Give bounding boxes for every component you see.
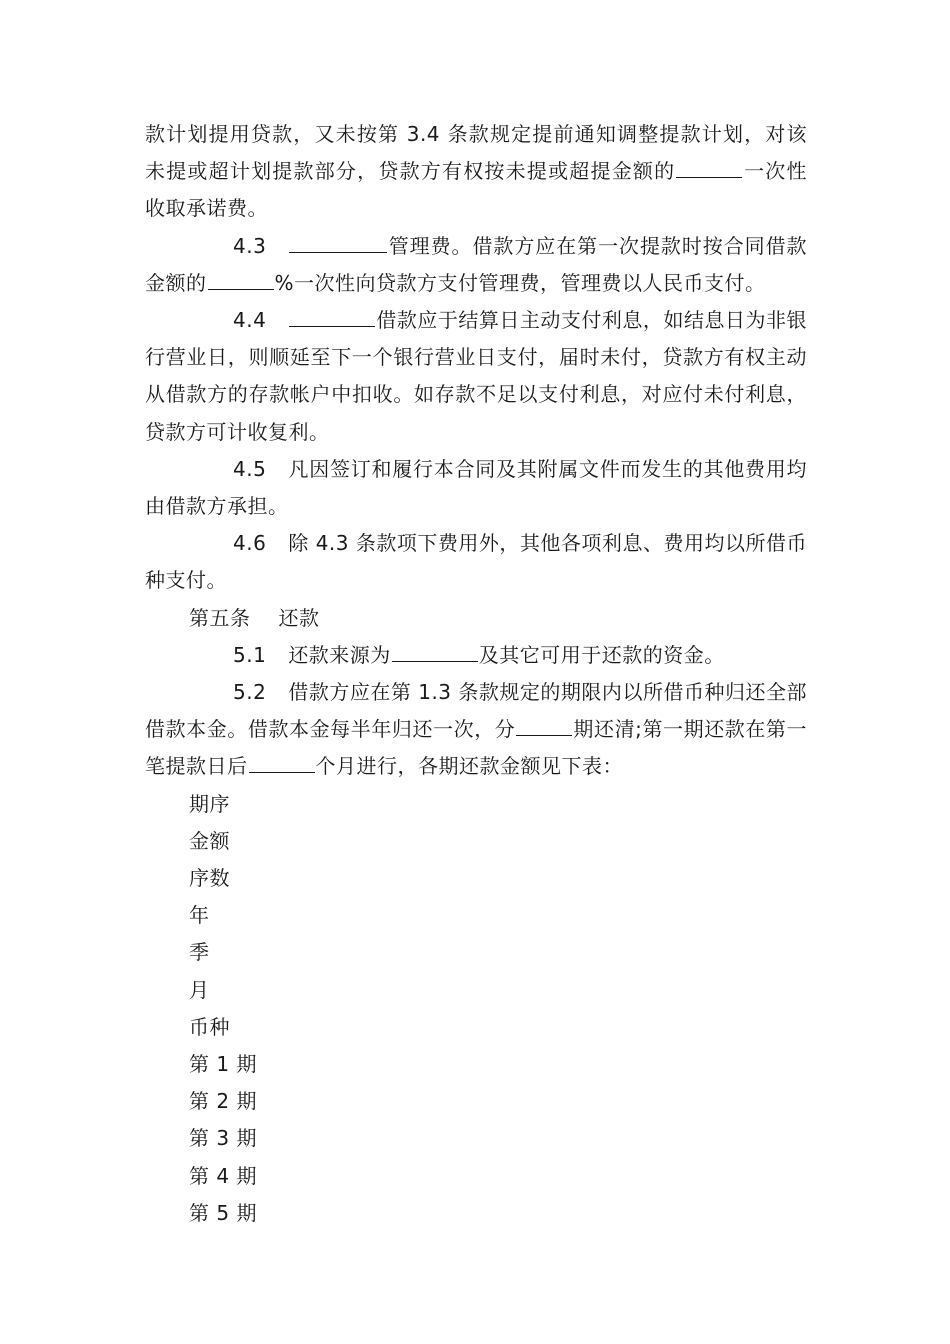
blank-field [249, 752, 315, 773]
repayment-table-labels [145, 786, 807, 1232]
clause-text: 及其它可用于还款的资金。 [478, 642, 725, 667]
table-label: 第 1 期 [189, 1052, 257, 1077]
table-label: 第 4 期 [189, 1163, 257, 1188]
blank-field [289, 306, 375, 327]
clause-number: 4.3 [233, 233, 267, 258]
table-label: 第 3 期 [189, 1126, 257, 1151]
paragraph-text: 一次性收取承诺费。 [145, 159, 808, 221]
clause-4-4 [145, 302, 807, 451]
blank-field [289, 232, 387, 253]
table-label: 第 2 期 [189, 1089, 257, 1114]
table-label: 年 [189, 903, 210, 928]
table-label: 序数 [189, 866, 230, 891]
table-label: 季 [189, 940, 210, 965]
table-label: 第 5 期 [189, 1200, 257, 1225]
article-5-heading [145, 600, 807, 637]
document-body [145, 116, 807, 1232]
blank-field [516, 715, 572, 736]
paragraph-text: 款计划提用贷款，又未按第 3.4 条款规定提前通知调整提款计划，对该未提或超计划提款部分，贷款方有权按未提或超提金额的 [145, 122, 807, 184]
clause-number: 4.4 [233, 308, 267, 333]
table-label: 月 [189, 977, 210, 1002]
clause-4-6 [145, 525, 807, 599]
table-label: 期序 [189, 791, 230, 816]
clause-text: 除 4.3 条款项下费用外，其他各项利息、费用均以所借币种支付。 [145, 531, 807, 593]
clause-text: 凡因签订和履行本合同及其附属文件而发生的其他费用均由借款方承担。 [145, 456, 807, 519]
clause-number: 5.2 [233, 680, 267, 705]
clause-5-2 [145, 674, 807, 786]
article-title: 还款 [278, 605, 320, 630]
clause-text: 借款方应在第 1.3 条款规定的期限内以所借币种归还全部借款本金。借款本金每半年归还一次，分 [145, 680, 807, 742]
clause-number: 4.5 [233, 456, 267, 481]
clause-5-1 [145, 637, 807, 674]
blank-field [676, 157, 742, 178]
clause-4-5 [145, 451, 807, 525]
table-label: 币种 [189, 1014, 230, 1039]
clause-number: 5.1 [233, 642, 267, 667]
article-number: 第五条 [189, 605, 251, 630]
blank-field [208, 269, 274, 290]
blank-field [392, 641, 478, 662]
clause-text: 期还清;第一期还款在第一笔提款日后 [145, 717, 807, 779]
clause-4-3 [145, 228, 807, 302]
clause-text: 借款应于结算日主动支付利息，如结息日为非银行营业日，则顺延至下一个银行营业日支付，届时未付，贷款方有权主动从借款方的存款帐户中扣收。如存款不足以支付利息，对应付未付利息，贷款方可计收复利。 [145, 308, 807, 444]
table-label: 金额 [189, 828, 230, 853]
clause-number: 4.6 [233, 531, 267, 556]
clause-text: 管理费。借款方应在第一次提款时按合同借款金额的 [145, 233, 807, 295]
paragraph-commitment-fee [145, 116, 807, 228]
clause-text: %一次性向贷款方支付管理费，管理费以人民币支付。 [274, 270, 766, 295]
clause-text: 还款来源为 [288, 642, 391, 667]
clause-text: 个月进行，各期还款金额见下表： [315, 754, 623, 779]
